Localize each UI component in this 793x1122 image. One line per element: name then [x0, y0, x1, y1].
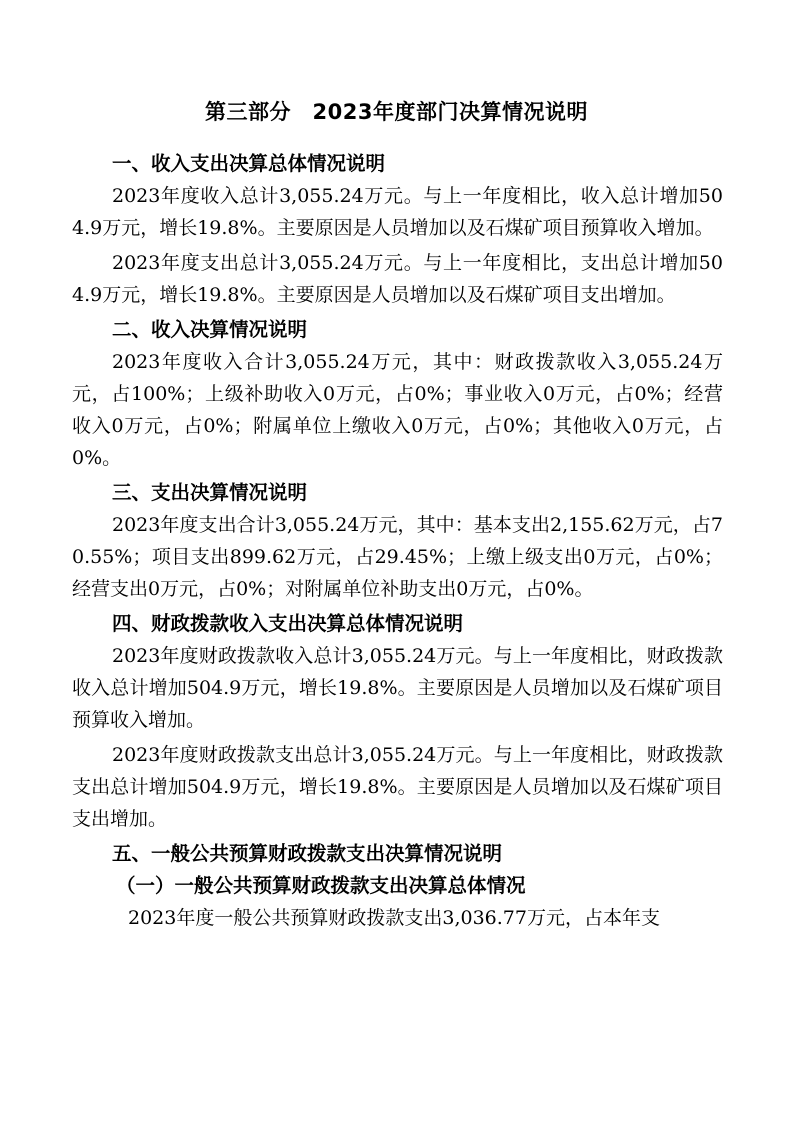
document-body — [72, 148, 723, 937]
section-heading: 四、财政拨款收入支出决算总体情况说明 — [112, 612, 464, 635]
page-title: 第三部分 2023年度部门决算情况说明 — [205, 100, 588, 124]
paragraph: 2023年度收入合计3,055.24万元，其中：财政拨款收入3,055.24万元，占100%；上级补助收入0万元，占0%；事业收入0万元，占0%；经营收入0万元，占0%；附属单位上缴收入0万元，占0%；其他收入0万元，占0%。 — [72, 351, 723, 469]
section-heading: 一、收入支出决算总体情况说明 — [112, 152, 386, 175]
section-heading: 二、收入决算情况说明 — [112, 318, 308, 341]
section-heading: 五、一般公共预算财政拨款支出决算情况说明 — [112, 842, 503, 865]
subsection-heading: （一）一般公共预算财政拨款支出决算总体情况 — [116, 874, 526, 897]
paragraph: 2023年度支出总计3,055.24万元。与上一年度相比，支出总计增加504.9万元，增长19.8%。主要原因是人员增加以及石煤矿项目支出增加。 — [72, 252, 723, 306]
paragraph: 2023年度一般公共预算财政拨款支出3,036.77万元，占本年支 — [128, 907, 660, 929]
paragraph: 2023年度支出合计3,055.24万元，其中：基本支出2,155.62万元，占70.55%；项目支出899.62万元，占29.45%；上缴上级支出0万元，占0%；经营支出0万元，占0%；对附属单位补助支出0万元，占0%。 — [72, 514, 723, 600]
paragraph: 2023年度财政拨款收入总计3,055.24万元。与上一年度相比，财政拨款收入总计增加504.9万元，增长19.8%。主要原因是人员增加以及石煤矿项目预算收入增加。 — [72, 645, 723, 731]
paragraph: 2023年度财政拨款支出总计3,055.24万元。与上一年度相比，财政拨款支出总计增加504.9万元，增长19.8%。主要原因是人员增加以及石煤矿项目支出增加。 — [72, 744, 723, 830]
paragraph: 2023年度收入总计3,055.24万元。与上一年度相比，收入总计增加504.9万元，增长19.8%。主要原因是人员增加以及石煤矿项目预算收入增加。 — [72, 185, 723, 239]
section-heading: 三、支出决算情况说明 — [112, 481, 308, 504]
